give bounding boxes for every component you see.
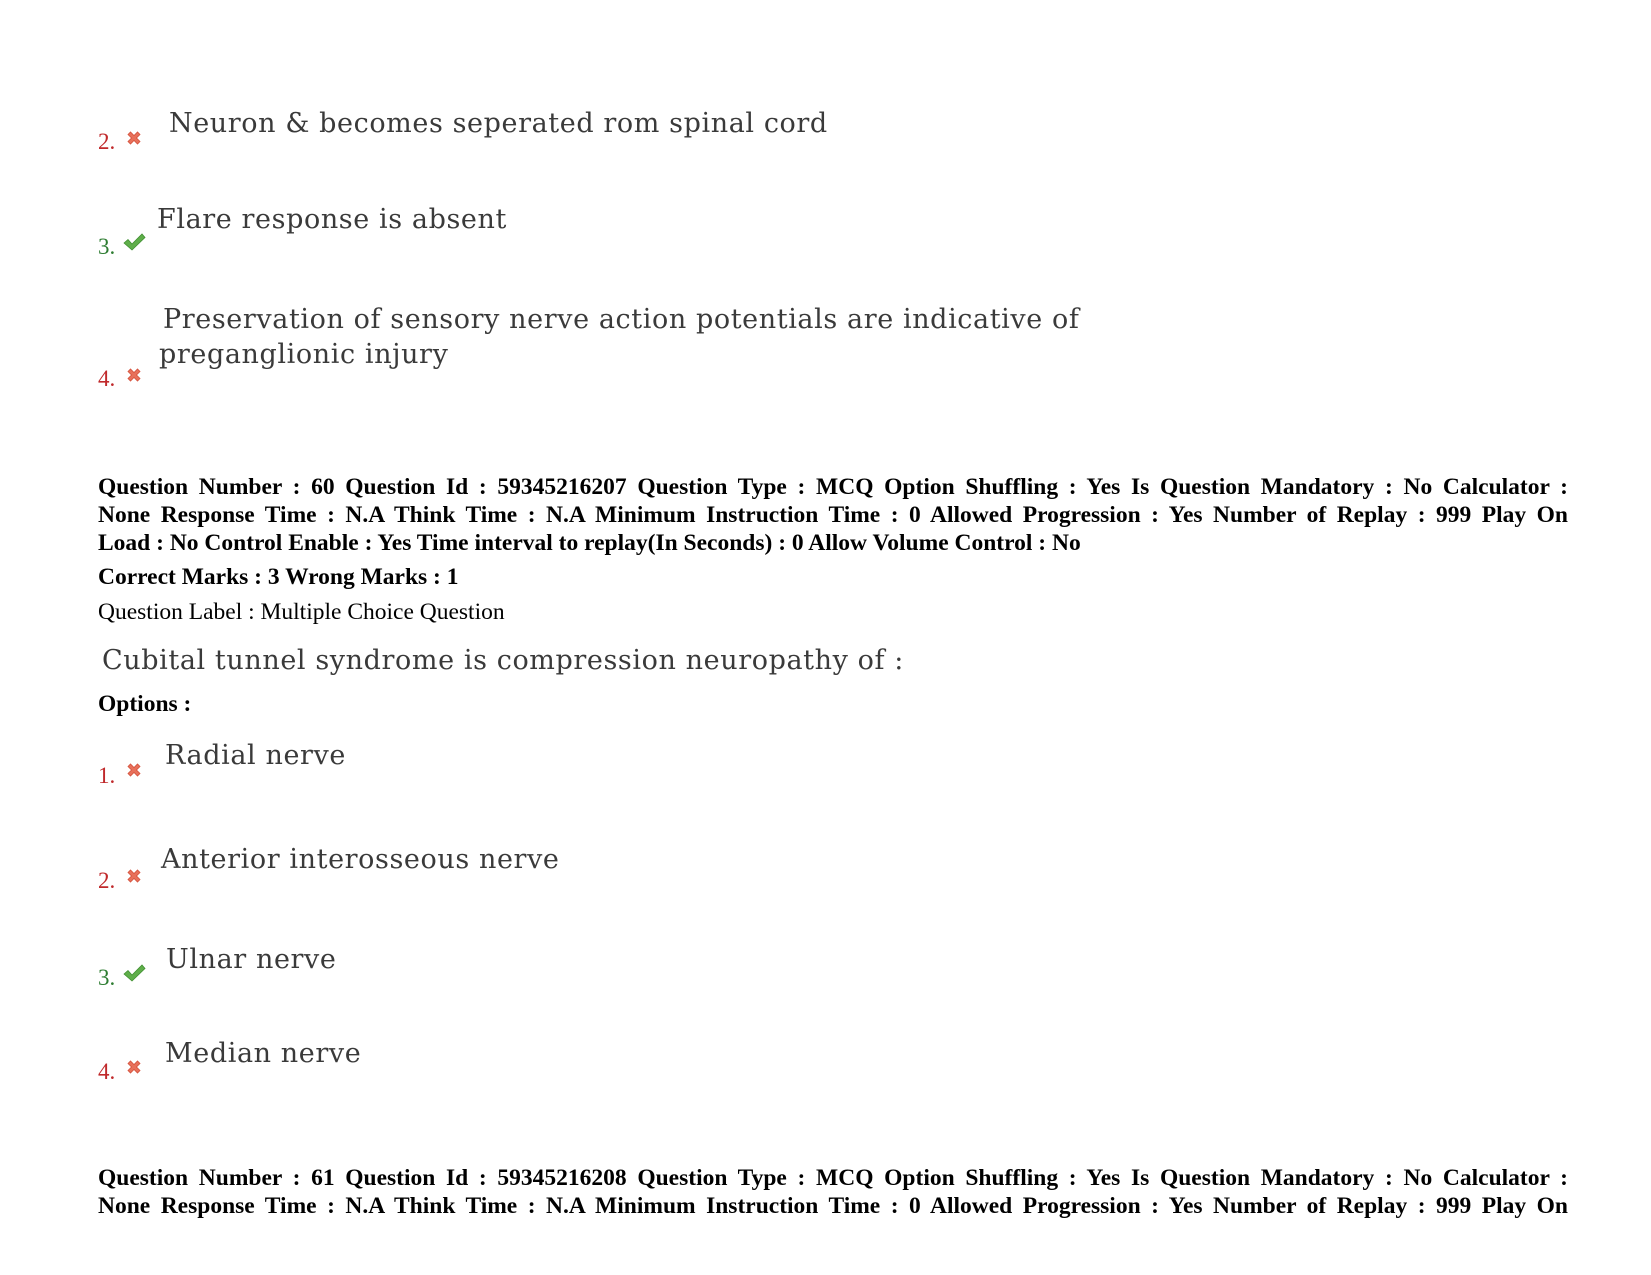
question-meta-line: Question Number : 60 Question Id : 59345216207 Question Type : MCQ Option Shuffling : Yes Is Question Mandatory : No Calculator : [98,474,1568,500]
option-number: 4. [98,1059,116,1084]
option-text-line-2: preganglionic injury [159,339,449,370]
option-text: Median nerve [165,1038,362,1069]
option-number: 2. [98,129,116,154]
option-number: 3. [98,965,116,990]
question-label: Question Label : Multiple Choice Question [98,599,505,625]
option-text-line-1: Preservation of sensory nerve action potentials are indicative of [163,304,1080,335]
option-number: 1. [98,763,116,788]
option-number: 3. [98,234,116,259]
options-heading: Options : [98,691,192,717]
option-number: 2. [98,868,116,893]
question-meta-line: None Response Time : N.A Think Time : N.A Minimum Instruction Time : 0 Allowed Progression : Yes Number of Replay : 999 Play On [98,1193,1568,1219]
option-number: 4. [98,366,116,391]
cross-icon [124,866,144,886]
cross-icon [124,128,144,148]
option-text: Anterior interosseous nerve [161,844,560,875]
cross-icon [124,1057,144,1077]
cross-icon [124,365,144,385]
check-icon [122,963,146,983]
check-icon [122,232,146,252]
question-meta-line: Question Number : 61 Question Id : 59345216208 Question Type : MCQ Option Shuffling : Yes Is Question Mandatory : No Calculator : [98,1165,1568,1191]
option-text: Radial nerve [165,740,346,771]
question-meta-line: None Response Time : N.A Think Time : N.A Minimum Instruction Time : 0 Allowed Progression : Yes Number of Replay : 999 Play On [98,502,1568,528]
option-text: Ulnar nerve [166,944,337,975]
marks-info: Correct Marks : 3 Wrong Marks : 1 [98,564,459,590]
question-meta-line: Load : No Control Enable : Yes Time interval to replay(In Seconds) : 0 Allow Volume Control : No [98,530,1081,556]
cross-icon [124,760,144,780]
option-text: Neuron & becomes seperated rom spinal cord [169,108,828,139]
question-stem: Cubital tunnel syndrome is compression neuropathy of : [102,645,904,676]
option-text: Flare response is absent [157,204,507,235]
